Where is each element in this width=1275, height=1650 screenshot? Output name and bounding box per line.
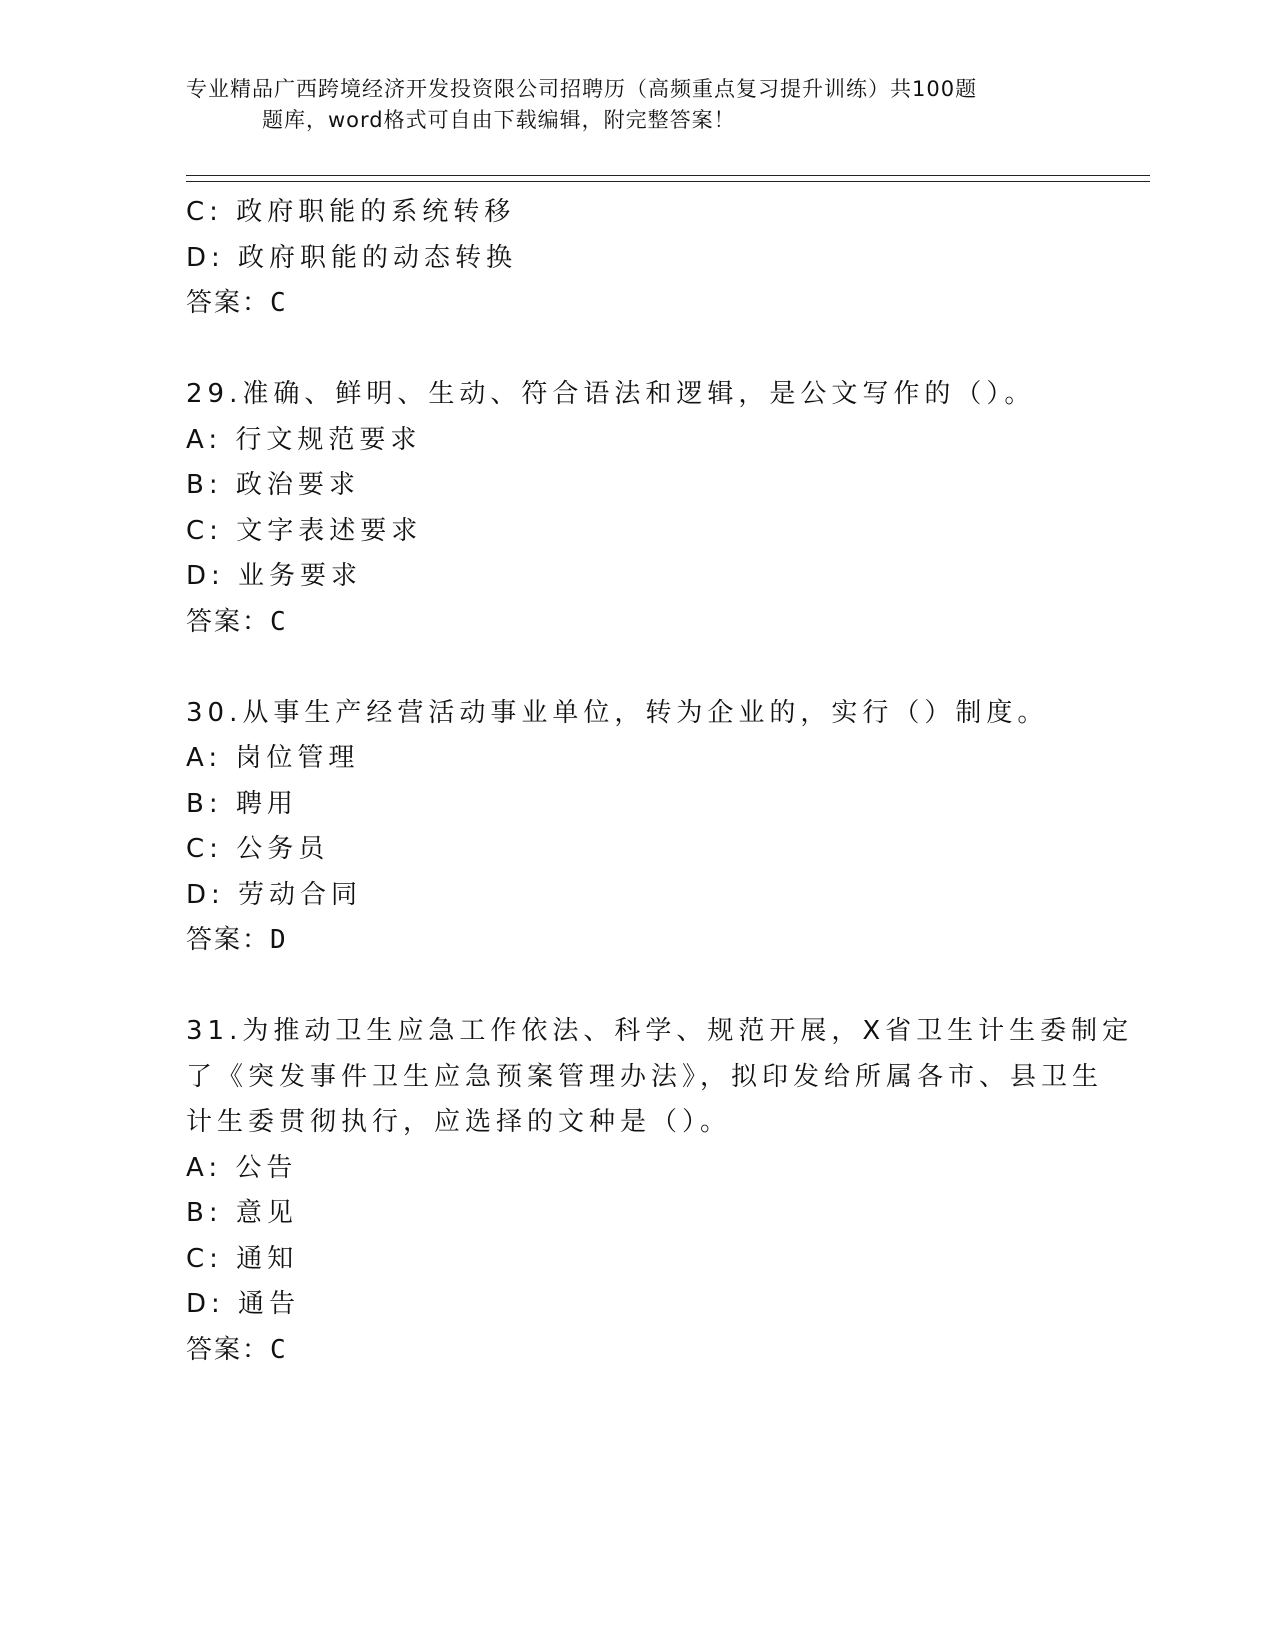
option-a: A: 行文规范要求 [186, 424, 422, 455]
document-header [186, 74, 1086, 136]
option-d: D: 劳动合同 [186, 879, 363, 910]
option-a: A: 公告 [186, 1152, 298, 1183]
question-list [186, 190, 1134, 1373]
header-line-2: 题库，word格式可自由下载编辑，附完整答案！ [262, 108, 736, 132]
question-stem: 30.从事生产经营活动事业单位，转为企业的，实行（）制度。 [186, 697, 1049, 728]
option-c: C: 政府职能的系统转移 [186, 197, 516, 227]
answer-line: 答案：C [186, 288, 288, 318]
option-d: D: 业务要求 [186, 561, 363, 591]
option-b: B: 政治要求 [186, 470, 360, 500]
question-stem-line-3: 计生委贯彻执行，应选择的文种是（）。 [186, 1107, 732, 1137]
option-d: D: 政府职能的动态转换 [186, 242, 518, 273]
option-b: B: 聘用 [186, 788, 298, 819]
question-stem-line-2: 了《突发事件卫生应急预案管理办法》，拟印发给所属各市、县卫生 [186, 1061, 1104, 1092]
question-stem: 29.准确、鲜明、生动、符合语法和逻辑，是公文写作的（）。 [186, 379, 1036, 409]
option-d: D: 通告 [186, 1289, 301, 1319]
answer-line: 答案：D [186, 925, 288, 955]
option-c: C: 通知 [186, 1243, 299, 1274]
option-b: B: 意见 [186, 1198, 298, 1228]
option-a: A: 岗位管理 [186, 743, 360, 773]
header-divider-bottom [186, 181, 1150, 182]
question-30 [186, 691, 1076, 964]
option-c: C: 公务员 [186, 834, 330, 864]
answer-line: 答案：C [186, 1334, 288, 1365]
answer-line: 答案：C [186, 606, 288, 637]
header-line-1: 专业精品广西跨境经济开发投资限公司招聘历（高频重点复习提升训练）共100题 [186, 77, 978, 101]
question-stem-line-1: 31.为推动卫生应急工作依法、科学、规范开展，X省卫生计生委制定 [186, 1016, 1134, 1046]
option-c: C: 文字表述要求 [186, 515, 423, 546]
header-divider-top [186, 175, 1150, 176]
question-29 [186, 372, 1076, 645]
carryover-question [186, 190, 1076, 327]
question-31 [186, 1009, 1134, 1373]
